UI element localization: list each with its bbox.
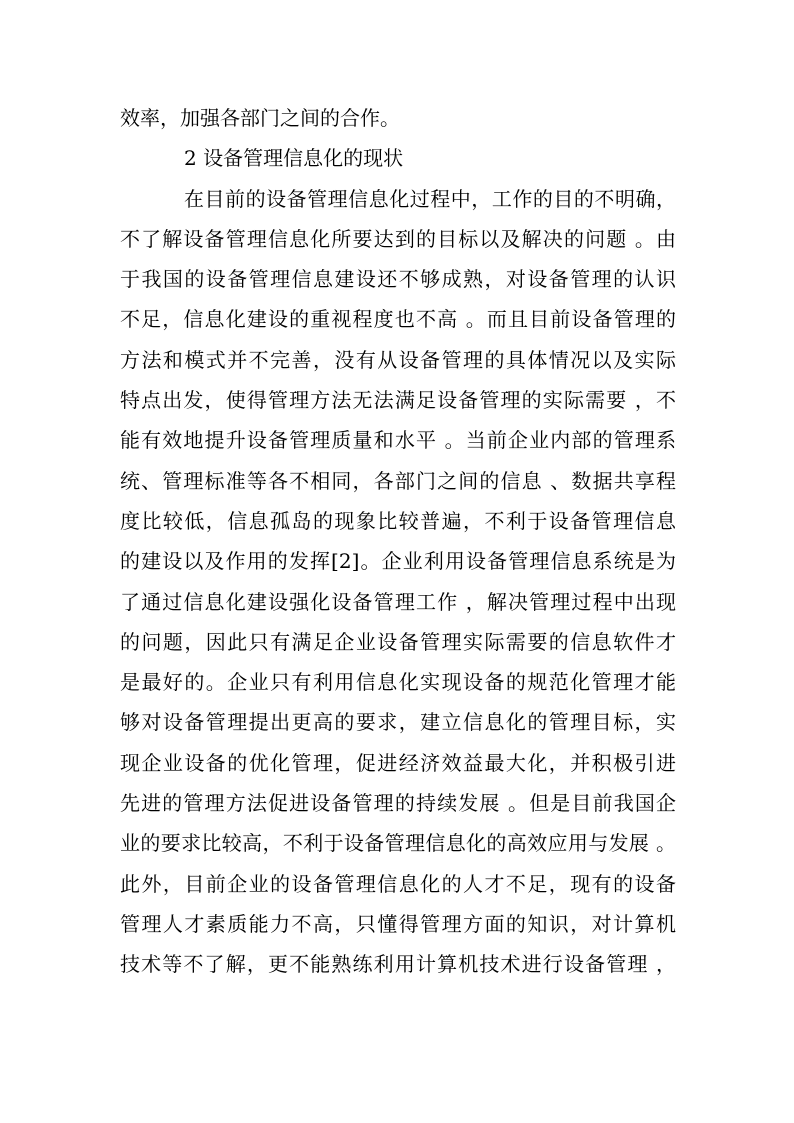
text-line: 是最好的。企业只有利用信息化实现设备的规范化管理才能: [120, 670, 676, 695]
text-line: 的问题，因此只有满足企业设备管理实际需要的信息软件才: [120, 629, 676, 654]
text-line: 了通过信息化建设强化设备管理工作 ，解决管理过程中出现: [120, 589, 676, 614]
text-line: 此外，目前企业的设备管理信息化的人才不足，现有的设备: [120, 871, 676, 896]
text-line: 能有效地提升设备管理质量和水平 。当前企业内部的管理系: [120, 428, 676, 453]
text-line: 统、管理标准等各不相同，各部门之间的信息 、数据共享程: [120, 468, 676, 493]
text-line: 方法和模式并不完善，没有从设备管理的具体情况以及实际: [120, 347, 676, 372]
text-line: 技术等不了解，更不能熟练利用计算机技术进行设备管理 ，: [120, 952, 676, 977]
text-line: 不足，信息化建设的重视程度也不高 。而且目前设备管理的: [120, 307, 676, 332]
text-line: 在目前的设备管理信息化过程中，工作的目的不明确，: [184, 186, 676, 211]
text-line: 于我国的设备管理信息建设还不够成熟，对设备管理的认识: [120, 267, 676, 292]
text-line: 先进的管理方法促进设备管理的持续发展 。但是目前我国企: [120, 791, 676, 816]
text-line: 度比较低，信息孤岛的现象比较普遍，不利于设备管理信息: [120, 508, 676, 533]
text-line: 够对设备管理提出更高的要求，建立信息化的管理目标，实: [120, 710, 676, 735]
text-line: 的建设以及作用的发挥[2]。企业利用设备管理信息系统是为: [120, 549, 676, 574]
text-line: 现企业设备的优化管理，促进经济效益最大化，并积极引进: [120, 750, 676, 775]
text-line: 特点出发，使得管理方法无法满足设备管理的实际需要 ，不: [120, 388, 676, 413]
body-text: [120, 98, 676, 985]
text-line: 效率，加强各部门之间的合作。: [120, 106, 400, 130]
text-line: 管理人才素质能力不高，只懂得管理方面的知识，对计算机: [120, 911, 676, 936]
section-heading: 2 设备管理信息化的现状: [184, 146, 404, 171]
text-line: 业的要求比较高，不利于设备管理信息化的高效应用与发展 。: [120, 831, 676, 856]
text-line: 不了解设备管理信息化所要达到的目标以及解决的问题 。由: [120, 226, 676, 251]
